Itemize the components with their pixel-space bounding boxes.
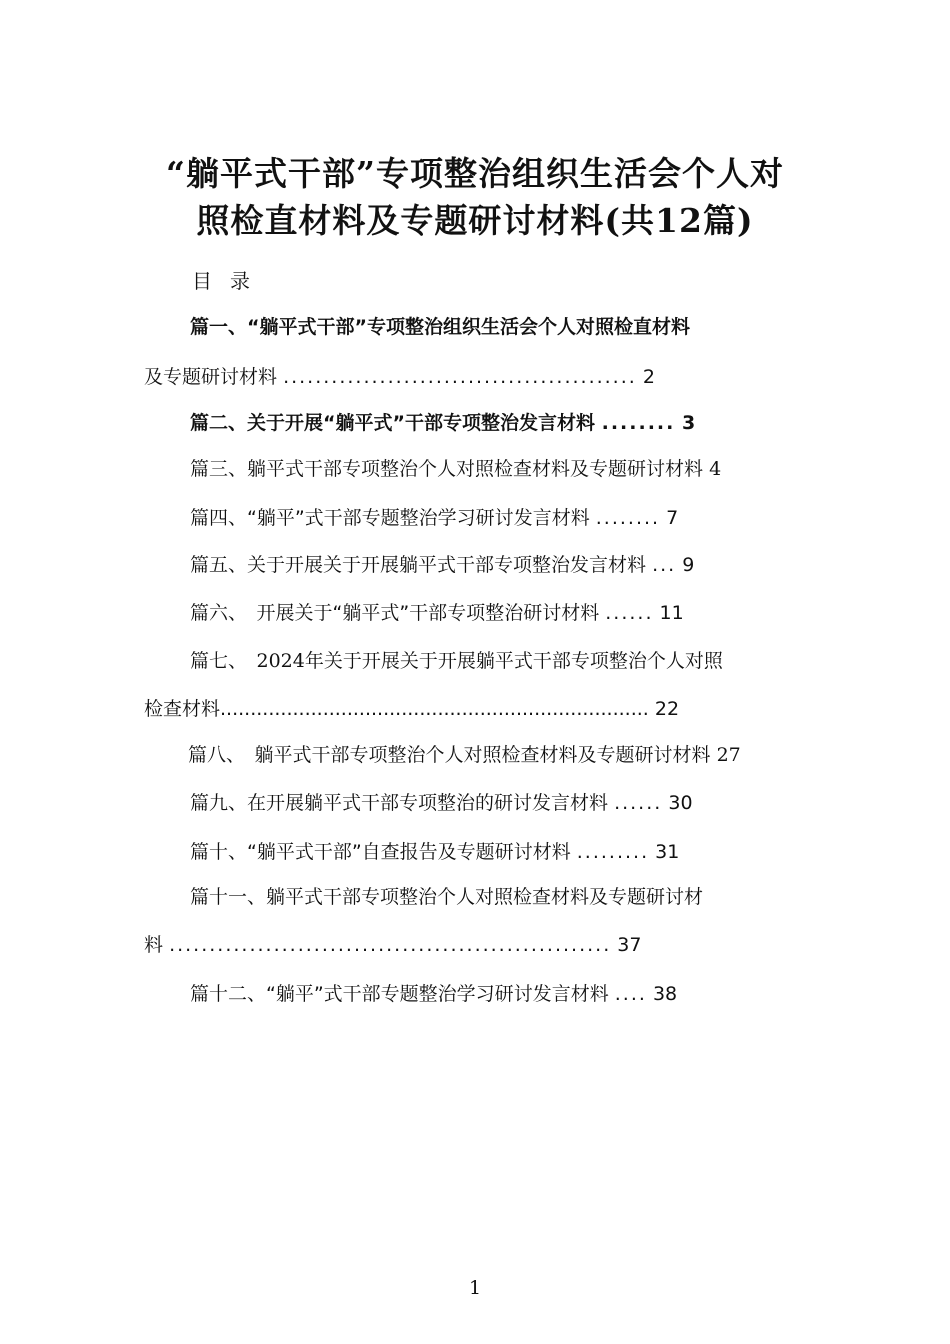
toc-entry-text: 篇十一、躺平式干部专项整治个人对照检查材料及专题研讨材	[190, 886, 704, 908]
toc-page-number: 27	[716, 744, 741, 766]
toc-entry-1[interactable]	[190, 314, 690, 340]
toc-leader-dots: .........	[576, 841, 650, 863]
toc-entry-7[interactable]	[190, 648, 723, 674]
toc-entry-1-continued[interactable]	[144, 364, 655, 390]
toc-page-number: 38	[652, 983, 678, 1005]
toc-entry-6[interactable]	[190, 600, 684, 626]
toc-heading-char: 目	[192, 269, 230, 293]
toc-entry-text: 篇五、关于开展关于开展躺平式干部专项整治发言材料	[190, 554, 647, 576]
toc-entry-11[interactable]	[190, 884, 703, 910]
toc-entry-10[interactable]	[190, 839, 679, 865]
toc-entry-11-continued[interactable]	[144, 932, 641, 958]
toc-entry-4[interactable]	[190, 505, 678, 531]
toc-entry-text: 检查材料	[144, 698, 221, 720]
toc-entry-text: 篇三、躺平式干部专项整治个人对照检查材料及专题研讨材料	[190, 458, 704, 480]
toc-page-number: 31	[655, 841, 680, 863]
toc-entry-12[interactable]	[190, 981, 677, 1007]
toc-page-number: 30	[668, 792, 693, 814]
toc-leader-dots: ........	[595, 507, 661, 529]
toc-page-number: 7	[666, 507, 679, 529]
toc-leader-dots: .......................................................................	[220, 698, 649, 720]
toc-entry-5[interactable]	[190, 552, 694, 578]
toc-leader-dots: ...	[652, 554, 677, 576]
toc-page-number: 11	[659, 602, 684, 624]
toc-entry-text: 篇四、“躺平”式干部专题整治学习研讨发言材料	[190, 507, 590, 529]
toc-page-number: 3	[681, 412, 696, 434]
toc-entry-9[interactable]	[190, 790, 693, 816]
toc-leader-dots: ........	[601, 412, 676, 434]
toc-entry-text: 篇二、关于开展“躺平式”干部专项整治发言材料	[190, 412, 595, 434]
toc-entry-text: 料	[144, 934, 164, 956]
toc-entry-2[interactable]	[190, 410, 695, 436]
toc-entry-text: 篇十、“躺平式干部”自查报告及专题研讨材料	[190, 841, 571, 863]
toc-page-number: 4	[709, 458, 722, 480]
toc-leader-dots: ......	[605, 602, 654, 624]
toc-entry-text: 及专题研讨材料	[144, 366, 278, 388]
toc-page-number: 2	[642, 366, 655, 388]
toc-entry-text: 篇七、 2024年关于开展关于开展躺平式干部专项整治个人对照	[190, 650, 723, 672]
toc-entry-7-continued[interactable]	[144, 696, 679, 722]
toc-page-number: 9	[682, 554, 695, 576]
document-title-line-1: “躺平式干部”专项整治组织生活会个人对	[166, 154, 784, 193]
toc-entry-text: 篇八、 躺平式干部专项整治个人对照检查材料及专题研讨材料	[188, 744, 711, 766]
toc-leader-dots: ....	[614, 983, 647, 1005]
toc-entry-text: 篇十二、“躺平”式干部专题整治学习研讨发言材料	[190, 983, 609, 1005]
toc-entry-text: 篇九、在开展躺平式干部专项整治的研讨发言材料	[190, 792, 609, 814]
toc-leader-dots: ......	[614, 792, 663, 814]
toc-page-number: 37	[617, 934, 642, 956]
toc-heading-char: 录	[230, 269, 268, 293]
toc-page-number: 22	[654, 698, 680, 720]
toc-entry-3[interactable]	[190, 456, 721, 482]
toc-leader-dots: ............................................	[283, 366, 637, 388]
toc-entry-text: 篇六、 开展关于“躺平式”干部专项整治研讨材料	[190, 602, 600, 624]
toc-entry-text: 篇一、“躺平式干部”专项整治组织生活会个人对照检直材料	[190, 316, 690, 338]
document-title-line-2: 照检直材料及专题研讨材料(共12篇)	[196, 201, 754, 240]
page-number: 1	[468, 1277, 482, 1299]
toc-entry-8[interactable]	[188, 742, 741, 768]
toc-leader-dots: .......................................................	[169, 934, 612, 956]
toc-heading	[192, 265, 268, 294]
